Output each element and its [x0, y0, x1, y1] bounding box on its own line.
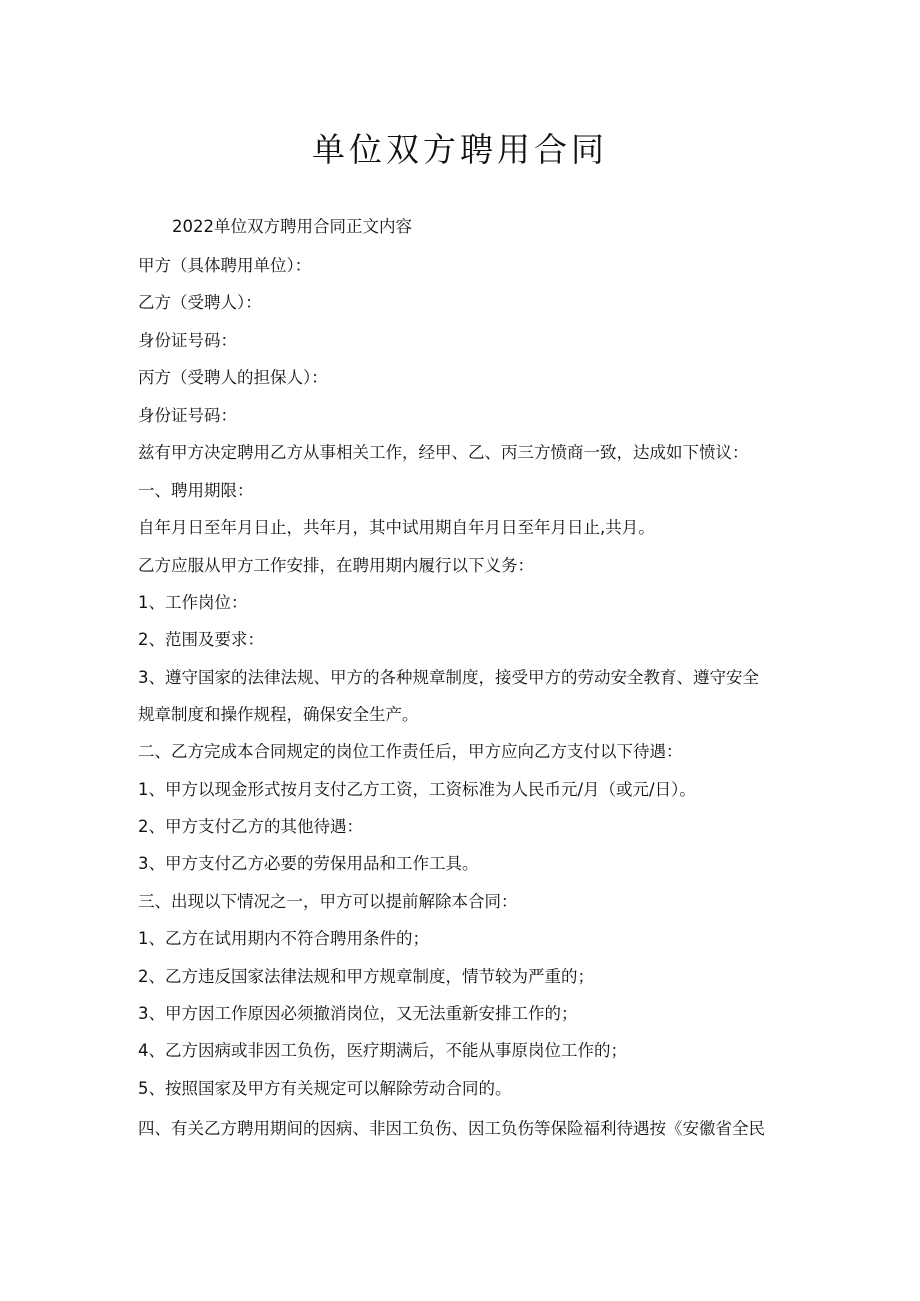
term-line: 自年月日至年月日止，共年月，其中试用期自年月日至年月日止,共月。 — [138, 518, 655, 537]
pay-item-1: 1、甲方以现金形式按月支付乙方工资，工资标准为人民币元/月（或元/日）。 — [138, 780, 696, 799]
duties-line: 乙方应服从甲方工作安排，在聘用期内履行以下义务： — [138, 556, 534, 575]
termination-item-4: 4、乙方因病或非因工负伤，医疗期满后，不能从事原岗位工作的； — [138, 1041, 627, 1060]
party-b-id-line: 身份证号码： — [138, 331, 237, 350]
section-3-heading: 三、出现以下情况之一，甲方可以提前解除本合同： — [138, 892, 518, 911]
party-b-line: 乙方（受聘人）： — [138, 293, 262, 312]
duty-item-3: 3、遵守国家的法律法规、甲方的各种规章制度，接受甲方的劳动安全教育、遵守安全 — [138, 668, 759, 687]
duty-item-1: 1、工作岗位： — [138, 593, 248, 612]
duty-item-3-cont: 规章制度和操作规程，确保安全生产。 — [138, 705, 419, 724]
termination-item-5: 5、按照国家及甲方有关规定可以解除劳动合同的。 — [138, 1079, 512, 1098]
party-c-id-line: 身份证号码： — [138, 406, 237, 425]
subtitle-line: 2022单位双方聘用合同正文内容 — [172, 217, 412, 236]
termination-item-2: 2、乙方违反国家法律法规和甲方规章制度，情节较为严重的； — [138, 967, 594, 986]
section-4-heading: 四、有关乙方聘用期间的因病、非因工负伤、因工负伤等保险福利待遇按《安徽省全民 — [138, 1119, 765, 1138]
duty-item-2: 2、范围及要求： — [138, 630, 264, 649]
termination-item-1: 1、乙方在试用期内不符合聘用条件的； — [138, 929, 429, 948]
section-1-heading: 一、聘用期限： — [138, 481, 254, 500]
party-a-line: 甲方（具体聘用单位）： — [138, 256, 312, 275]
document-title: 单位双方聘用合同 — [312, 130, 608, 169]
termination-item-3: 3、甲方因工作原因必须撤消岗位，又无法重新安排工作的； — [138, 1004, 578, 1023]
party-c-line: 丙方（受聘人的担保人）： — [138, 368, 328, 387]
preamble-line: 兹有甲方决定聘用乙方从事相关工作，经甲、乙、丙三方愤商一致，达成如下愤议： — [138, 443, 749, 462]
pay-item-2: 2、甲方支付乙方的其他待遇： — [138, 817, 363, 836]
pay-item-3: 3、甲方支付乙方必要的劳保用品和工作工具。 — [138, 854, 479, 873]
section-2-heading: 二、乙方完成本合同规定的岗位工作责任后，甲方应向乙方支付以下待遇： — [138, 742, 683, 761]
